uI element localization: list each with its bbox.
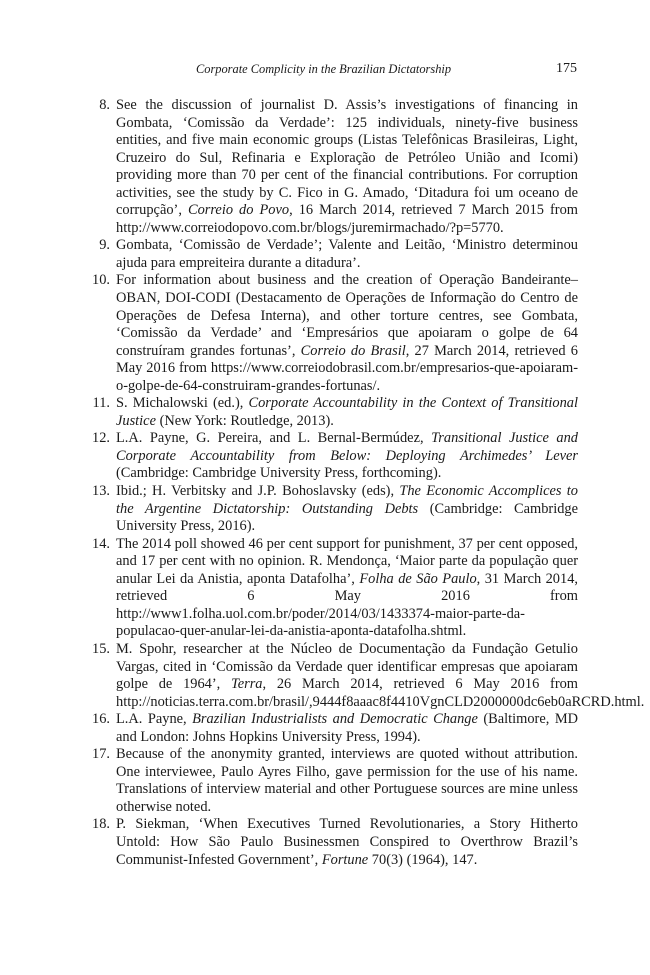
endnote-text [116,272,578,393]
endnote-text [116,483,578,534]
endnote-text-segment: L.A. Payne, [116,711,193,728]
endnote-italic-title: Terra [231,676,263,693]
endnote [90,711,578,746]
endnote [90,237,578,272]
endnote-text-segment: , 26 March 2014, retrieved 6 May 2016 from http://noticias.terra.com.br/brasil/,9444f8aaac8f4410VgnCLD2000000dc6eb0aRCRD.html. [116,676,645,710]
endnote-text-segment: Ibid.; H. Verbitsky and J.P. Bohoslavsky (eds), [116,483,400,500]
endnote-text-segment: M. Spohr, researcher at the Núcleo de Documentação da Fundação Getulio Vargas, cited in ‘Comissão da Verdade quer identificar empresas que apoiaram golpe de 1964’, [116,640,578,693]
endnote-number: 11. [92,395,110,412]
endnote-text-segment: (Cambridge: Cambridge University Press, 2016). [116,500,578,535]
endnote-text [116,430,578,481]
endnote-italic-title: Correio do Brasil [300,342,406,359]
endnote [90,272,578,395]
endnote-text-segment: P. Siekman, ‘When Executives Turned Revolutionaries, a Story Hitherto Untold: How São Paulo Businessmen Conspired to Overthrow Brazil’s Communist-Infested Government’, [116,816,578,868]
endnote-text [116,816,578,867]
endnote-text-segment: (New York: Routledge, 2013). [155,412,334,429]
endnote-text-segment: Because of the anonymity granted, interviews are quoted without attribution. One interviewee, Paulo Ayres Filho, gave permission for the use of his name. Translations of interview material and other Portuguese sources are mine unless otherwise noted. [116,746,578,815]
endnote-number: 12. [92,430,110,447]
endnote-text-segment: , 27 March 2014, retrieved 6 May 2016 from https://www.correiodobrasil.com.br/empresarios-que-apoiaram-o-golpe-de-64-construiram-grandes-fortunas/. [116,342,578,394]
endnote-number: 13. [92,483,110,500]
endnote-text [116,395,578,429]
endnote-text-segment: For information about business and the creation of Operação Bandeirante–OBAN, DOI-CODI (Destacamento de Operações de Informação do Centro de Operações de Defesa Interna), and other torture centres, see Gombata, ‘Comissão da Verdade’ and ‘Empresários que apoiaram o golpe de 64 construíram grandes fortunas’, [116,272,578,359]
endnote [90,536,578,641]
endnote-italic-title: Transitional Justice and Corporate Accountability from Below: Deploying Archimedes’ Lever [116,430,578,464]
endnote-text-segment: L.A. Payne, G. Pereira, and L. Bernal-Bermúdez, [116,430,432,447]
running-title: Corporate Complicity in the Brazilian Dictatorship [196,62,452,76]
endnote-number: 16. [92,711,110,728]
endnote-number: 14. [92,535,110,552]
endnotes-list [90,97,645,869]
endnote [90,97,578,237]
page-number: 175 [556,61,577,76]
endnote-text-segment: Gombata, ‘Comissão de Verdade’; Valente and Leitão, ‘Ministro determinou ajuda para empreiteira durante a ditadura’. [116,237,578,271]
endnote-italic-title: Fortune [321,851,369,868]
endnote-italic-title: Corporate Accountability in the Context of Transitional Justice [116,395,578,429]
endnote-text [116,536,578,640]
endnote-italic-title: The Economic Accomplices to the Argentine Dictatorship: Outstanding Debts [116,483,578,517]
endnote-italic-title: Brazilian Industrialists and Democratic Change [192,711,478,728]
endnote [90,746,578,816]
endnote-text [116,746,578,815]
running-head [0,62,650,80]
endnote-number: 9. [99,237,110,254]
endnote-number: 10. [92,272,110,289]
endnote-text-segment: , 31 March 2014, retrieved 6 May 2016 from http://www1.folha.uol.com.br/poder/2014/03/1433374-maior-parte-da-populacao-quer-anular-lei-da-anistia-aponta-datafolha.shtml. [116,570,578,640]
endnote [90,395,578,430]
endnote-text-segment: The 2014 poll showed 46 per cent support for punishment, 37 per cent opposed, and 17 per cent with no opinion. R. Mendonça, ‘Maior parte da população quer anular Lei da Anistia, aponta Datafolha’, [116,535,578,587]
endnote-text [116,641,644,710]
endnote-number: 18. [92,816,110,833]
endnote-number: 17. [92,746,110,763]
endnote [90,640,645,711]
endnote-text-segment: See the discussion of journalist D. Assis’s investigations of financing in Gombata, ‘Comissão da Verdade’: 125 individuals, ninety-five business entities, and five main economic groups (Listas Telefônicas Brasileiras, Light, Cruzeiro do Sul, Refinaria e Exploração de Petróleo União and Icomi) providing more than 70 per cent of the financial contributions. For corruption activities, see the study by C. Fico in G. Amado, ‘Ditadura foi um oceano de corrupção’, [116,97,578,219]
endnote-text [116,237,578,271]
endnote-number: 8. [99,97,110,113]
endnote-italic-title: Correio do Povo [187,202,290,219]
endnote-text [116,711,578,745]
endnote-text-segment: (Cambridge: Cambridge University Press, forthcoming). [116,465,442,482]
endnote-text [116,97,578,236]
endnote-text-segment: 70(3) (1964), 147. [368,851,478,868]
endnote-number: 15. [92,640,110,657]
endnote-text-segment: (Baltimore, MD and London: Johns Hopkins University Press, 1994). [116,711,579,745]
endnote-text-segment: , 16 March 2014, retrieved 7 March 2015 from http://www.correiodopovo.com.br/blogs/juremirmachado/?p=5770. [116,202,578,236]
endnote [90,816,578,869]
endnote [90,430,578,483]
endnote-text-segment: S. Michalowski (ed.), [116,395,249,412]
endnote [90,483,578,536]
endnote-italic-title: Folha de São Paulo [359,570,477,587]
